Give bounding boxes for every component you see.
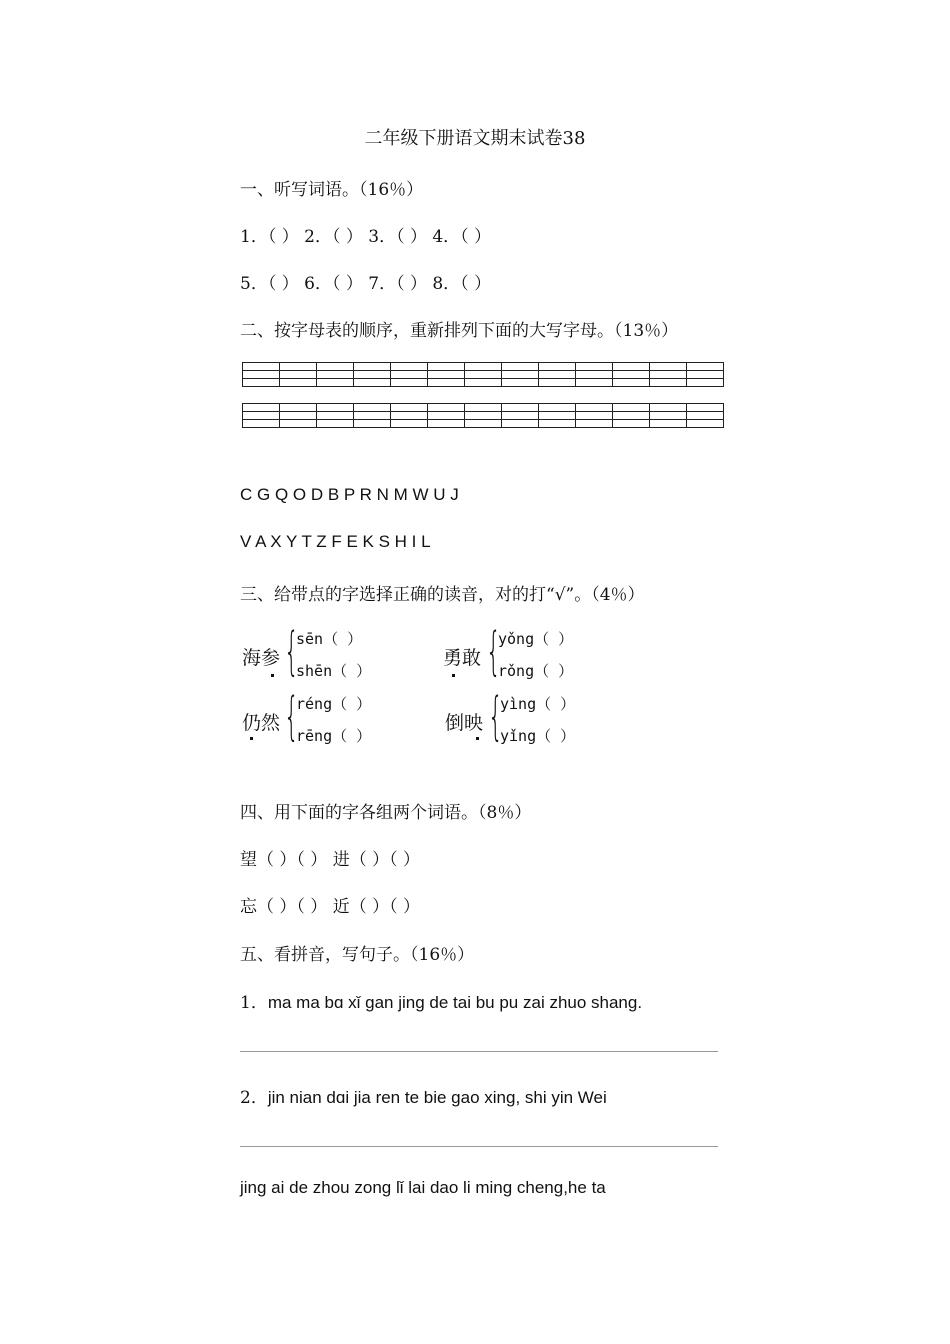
question-1 (240, 988, 642, 1013)
emphasis-dot (250, 737, 253, 740)
option-reng2: réng（ ） (296, 695, 372, 713)
brace: { (488, 687, 503, 747)
word-yonggan: 勇敢 (443, 647, 482, 669)
section-5-heading: 五、看拼音，写句子。（16％） (240, 945, 475, 965)
pinyin-sentence-continued: jing ai de zhou zong lǐ lai dao li ming cheng,he ta (240, 1178, 606, 1197)
emphasis-dot (476, 737, 479, 740)
emphasis-dot (271, 674, 274, 677)
letters-line-1: C G Q O D B P R N M W U J (240, 485, 459, 504)
section-3-heading: 三、给带点的字选择正确的读音，对的打“√”。（4％） (240, 585, 645, 605)
pinyin-sentence: ma ma bɑ xǐ gan jing de tai bu pu zai zhuo shang. (267, 993, 643, 1012)
option-ying3: yǐng（ ） (500, 727, 576, 745)
question-number: 1． (240, 993, 268, 1013)
option-reng1: rēng（ ） (296, 727, 372, 745)
brace: { (284, 687, 299, 747)
page-title: 二年级下册语文期末试卷38 (364, 128, 586, 149)
dictation-row-1: 1．（ ） 2．（ ） 3．（ ） 4．（ ） (240, 227, 492, 247)
word-group-row-1: 望（ ）（ ） 进（ ）（ ） (240, 850, 421, 870)
dictation-row-2: 5．（ ） 6．（ ） 7．（ ） 8．（ ） (240, 274, 492, 294)
letters-line-2: V A X Y T Z F E K S H I L (240, 532, 431, 551)
option-rong: rǒng（ ） (498, 662, 574, 680)
section-4-heading: 四、用下面的字各组两个词语。（8％） (240, 803, 532, 823)
writing-grid-2 (242, 403, 724, 428)
brace: { (486, 622, 501, 682)
word-daoying: 倒映 (445, 712, 484, 734)
pinyin-sentence: jin nian dɑi jia ren te bie gao xing, shi yin Wei (267, 1088, 607, 1107)
section-2-heading: 二、按字母表的顺序，重新排列下面的大写字母。（13％） (240, 321, 679, 341)
word-group-row-2: 忘（ ）（ ） 近（ ）（ ） (240, 897, 421, 917)
option-ying4: yìng（ ） (500, 695, 576, 713)
answer-line (240, 1146, 718, 1147)
option-shen: shēn（ ） (296, 662, 372, 680)
answer-line (240, 1051, 718, 1052)
word-haishen: 海参 (242, 647, 281, 669)
word-rengran: 仍然 (242, 712, 281, 734)
writing-grid-1 (242, 362, 724, 387)
question-number: 2． (240, 1088, 268, 1108)
section-1-heading: 一、听写词语。（16％） (240, 180, 424, 200)
brace: { (284, 622, 299, 682)
emphasis-dot (452, 674, 455, 677)
option-yong: yǒng（ ） (498, 630, 574, 648)
option-sen: sēn（ ） (296, 630, 363, 648)
question-2 (240, 1083, 607, 1108)
